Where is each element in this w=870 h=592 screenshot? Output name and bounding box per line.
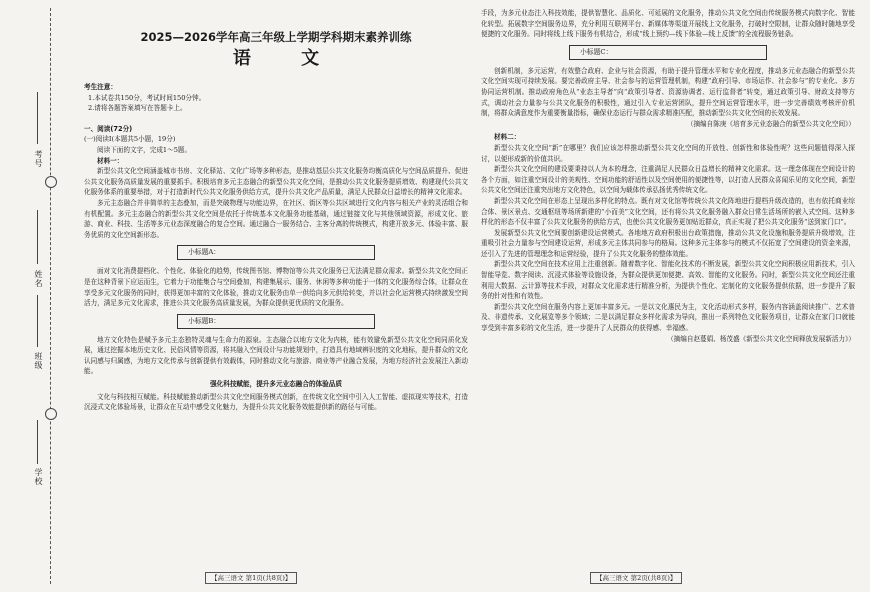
material-2-label: 材料二：	[494, 133, 521, 142]
subject-title: 语 文	[232, 48, 342, 69]
paragraph: 创新机制，多元运营，有效整合政府、企业与社会资源，有助于提升管理水平和专业化程度，推动多元业态融合的新型公共文化空间实现可持续发展。要完善政府主导、社会参与的运营管理机制，构建“政府引导、市场运作、社会参与”的专业化、多方协同运营机制。推动政府角色从“业态主导者”向“政策引导者、资源协调者、运行监督者”转变，通过政策引导、财政支持等方式，调动社会力量参与公共文化服务的积极性，通过引入专业运营团队，提升空间运营管理水平，进一步完善绩效考核评价机制，将群众满意度作为重要衡量指标，确保业态运行与群众需求精准匹配，推动新型公共文化空间的长效发展。	[481, 66, 855, 118]
paragraph: 发展新型公共文化空间要创新建设运营模式。各地地方政府积极出台政策措施，推动公共文化设施和服务提质升级增效，注重吸引社会力量参与空间建设运营，形成多元主体共同参与的格局。这种多元主体参与的模式不仅拓宽了空间建设的资金来源，还引入了先进的管理理念和运营经验，提升了公共文化服务的整体效能。	[481, 228, 855, 258]
subheading-a-box: 小标题A：	[177, 245, 375, 260]
notice-item: 2.请将各题答案填写在答题卡上。	[88, 104, 187, 113]
paragraph: 新型公共文化空间“新”在哪里？我们应该怎样推动新型公共文化空间的开放性、创新性和体验性呢？这些问题值得深入探讨，以便形成新的价值共识。	[481, 143, 855, 163]
class-blank	[37, 295, 38, 347]
subsection-heading: (一)阅读Ⅰ(本题共5小题，19分)	[84, 135, 176, 144]
source-citation: （摘编自陈庚《培育多元业态融合的新型公共文化空间》）	[686, 119, 855, 128]
subheading-b-box: 小标题B：	[177, 314, 375, 329]
left-page	[84, 8, 468, 413]
paragraph: 多元主态融合并非简单的主态叠加，而是突破物理与功能边界，在社区、街区等公共区域进行文化内容与相关产业的灵活组合和有机配置。多元主态融合的新型公共文化空间是依托于传统基本文化服务功能基础，通过链接文化与其他领域资源，形成文化、旅游、商业、科技、生活等多元业态深度融合的复合空间。通过融合一服务结合、主客分离的传统模式，构建开放多元、体验丰富、服务优质的文化空间新形态。	[84, 198, 468, 239]
class-label: 班级	[34, 352, 43, 370]
school-label: 学校	[34, 468, 43, 486]
subheading-c-box: 小标题C：	[569, 45, 767, 60]
exam-number-label: 考号	[34, 150, 43, 168]
paragraph: 文化与科技相互赋能。科技赋能推动新型公共文化空间服务模式创新，在传统文化空间中引入人工智能、虚拟现实等技术，打造沉浸式文化体验场景，让群众在互动中感受文化魅力，为提升公共文化服务效能提供新的路径与可能。	[84, 392, 468, 412]
binding-hole-icon	[45, 176, 57, 188]
exam-title: 2025—2026学年高三年级上学期学科期末素养训练	[140, 30, 412, 44]
paragraph: 新型公共文化空间的建设要秉持以人为本的理念，注重满足人民群众日益增长的精神文化需求。这一理念体现在空间设计的各个方面，如注重空间设计的美观性、空间功能的舒适性以及空间使用的便捷性等，以打造人民群众喜闻乐见的文化空间，新型公共文化空间还注重突出地方文化特色，以空间为载体传承弘扬优秀传统文化。	[481, 165, 855, 195]
binding-margin	[0, 0, 66, 592]
paragraph: 新型公共文化空间在服务内容上更加丰富多元。一是以文化惠民为主，文化活动形式多样，服务内容涵盖阅读推广、艺术普及、非遗传承、文化展览等多个领域；二是以满足群众多样化需求为导向，推出一系列特色文化服务项目，让群众在家门口就能享受到丰富多彩的文化生活，进一步提升了人民群众的获得感、幸福感。	[481, 302, 855, 333]
paragraph: 面对文化消费提档化、个性化、体验化的趋势，传统图书馆、博物馆等公共文化服务已无法满足群众需求。新型公共文化空间正是在这种背景下应运而生，它着力于功能集合与空间叠加，构建集展示、服务、休闲等多种功能于一体的文化服务综合体，让群众在享受多元文化服务的同时，获得更加丰富的文化体验，推动文化服务由单一供给向多元供给转变，并以社会化运营模式持续激发空间活力，满足多元文化需求，推进公共文化服务高质量发展，为群众提供更优质的文化服务。	[84, 267, 468, 308]
section-subheading: 强化科技赋能，提升多元业态融合的体验品质	[210, 380, 342, 389]
paragraph: 手段，为多元业态注入科技效能，提供智慧化、品质化、可延展的文化服务，推动公共文化空间由传统服务模式向数字化、智能化转型。拓展数字空间服务边界，充分利用互联网平台、新媒体等渠道开展线上文化服务，打破时空限制，让群众随时随地享受便捷的文化服务。同时将线上线下服务有机结合，形成“线上预约—线下体验—线上反馈”的全流程服务链条。	[481, 9, 855, 39]
binding-hole-icon	[45, 408, 57, 420]
exam-number-blank	[37, 92, 38, 144]
name-label: 姓名	[34, 270, 43, 288]
paragraph: 新型公共文化空间在形态上呈现出多样化的特点。既有对文化馆等传统公共文化阵地进行提档升级改造的，也有依托商业综合体、景区景点、交通枢纽等场所新建的“小而美”文化空间，还有将公共文化服务融入群众日常生活场所的嵌入式空间。这种多样化的形态不仅丰富了公共文化服务的供给方式，也使公共文化服务更加贴近群众，真正实现了把公共文化服务“送到家门口”。	[481, 196, 855, 227]
paragraph: 新型公共文化空间涵盖城市书房、文化驿站、文化广场等多种形态，是推动基层公共文化服务均衡高质化与空间品质提升、促进公共文化服务高质量发展的重要抓手。积极培育多元主态融合的新型公共文化空间，是推动公共文化服务提质增效、构建现代公共文化服务体系的重要举措，对于打造新时代公共文化服务供给方式，提升公共文化产品质量，满足人民群众日益增长的精神文化需求。	[84, 167, 468, 197]
binding-dashed-line	[50, 8, 51, 584]
right-page	[481, 8, 855, 344]
school-blank	[37, 420, 38, 464]
name-blank	[37, 210, 38, 264]
instruction: 阅读下面的文字，完成1～5题。	[97, 145, 192, 154]
section-heading: 一、阅读(72分)	[84, 124, 133, 133]
notice-item: 1.本试卷共150分，考试时间150分钟。	[88, 93, 206, 102]
paragraph: 地方文化特色是赋予多元主态独特灵魂与生命力的源泉。主态融合以地方文化为内核，能有效避免新型公共文化空间同质化发展，通过挖掘本地历史文化、民俗风情等资源，将其融入空间设计与功能规划中，打造具有地域辨识度的文化地标，提升群众的文化认同感与归属感，为地方文化传承与创新提供有效载体，同时推动文化与旅游、商业等产业融合发展，为地方经济社会发展注入新动能。	[84, 335, 468, 376]
material-1-label: 材料一：	[97, 156, 124, 165]
paragraph: 新型公共文化空间在技术应用上注重创新。随着数字化、智能化技术的不断发展，新型公共文化空间积极应用新技术，引入智能导览、数字阅读、沉浸式体验等设施设备，为群众提供更加便捷、高效、智能的文化服务。同时，新型公共文化空间还注重利用大数据、云计算等技术手段，对群众文化需求进行精准分析，为提供个性化、定制化的文化服务提供依据，进一步提升了服务的针对性和有效性。	[481, 260, 855, 301]
page-footer-right: 【高三语文 第2页(共8页)】	[590, 572, 682, 584]
source-citation: （摘编自赵蔓娟、杨茂盛《新型公共文化空间释放发展新活力》）	[667, 334, 855, 343]
notice-heading: 考生注意：	[84, 83, 117, 91]
page-footer-left: 【高三语文 第1页(共8页)】	[205, 572, 297, 584]
